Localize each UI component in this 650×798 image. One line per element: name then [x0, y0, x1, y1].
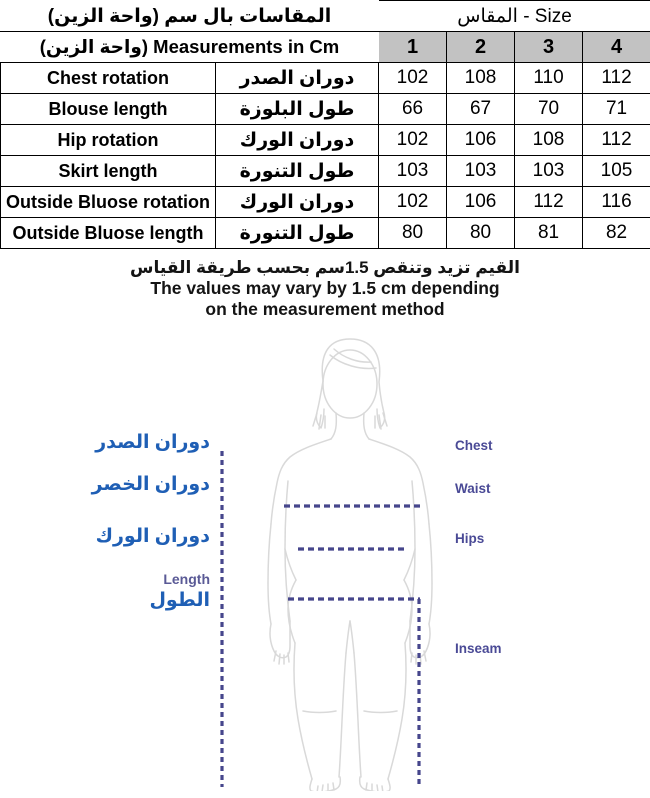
row-label-en: Hip rotation: [1, 125, 216, 156]
row-label-en: Chest rotation: [1, 63, 216, 94]
table-row: [1, 187, 650, 218]
row-value: 102: [379, 63, 447, 94]
row-label-ar: دوران الصدر: [216, 63, 379, 94]
length-guide-lines: [222, 451, 419, 787]
row-value: 112: [583, 125, 650, 156]
row-value: 112: [515, 187, 583, 218]
size-column-2: 2: [447, 32, 515, 63]
figure-label-hips-ar: دوران الورك: [95, 526, 210, 548]
table-title-english: Measurements in Cm (واحة الزين): [1, 32, 379, 63]
row-value: 102: [379, 125, 447, 156]
size-column-1: 1: [379, 32, 447, 63]
row-value: 108: [447, 63, 515, 94]
row-label-ar: طول التنورة: [216, 218, 379, 249]
size-chart-table: [0, 0, 650, 249]
row-value: 108: [515, 125, 583, 156]
row-value: 106: [447, 187, 515, 218]
measurement-dash-lines: [284, 506, 424, 599]
row-value: 81: [515, 218, 583, 249]
measurement-note: [0, 258, 650, 319]
table-row: [1, 125, 650, 156]
table-header-row-sizes: [1, 32, 650, 63]
figure-label-length-ar: الطول: [149, 590, 210, 612]
row-label-en: Outside Bluose rotation: [1, 187, 216, 218]
size-column-4: 4: [583, 32, 650, 63]
row-value: 80: [379, 218, 447, 249]
row-value: 66: [379, 94, 447, 125]
figure-label-inseam-en: Inseam: [455, 641, 502, 657]
note-line-english-1: The values may vary by 1.5 cm depending: [150, 278, 500, 299]
size-header-cell: Size - المقاس: [379, 1, 650, 32]
row-label-ar: طول البلوزة: [216, 94, 379, 125]
row-label-ar: طول التنورة: [216, 156, 379, 187]
row-value: 116: [583, 187, 650, 218]
figure-label-chest-ar: دوران الصدر: [95, 432, 210, 454]
figure-label-chest-en: Chest: [455, 438, 493, 454]
row-value: 70: [515, 94, 583, 125]
row-value: 80: [447, 218, 515, 249]
row-value: 105: [583, 156, 650, 187]
row-label-ar: دوران الورك: [216, 125, 379, 156]
row-value: 110: [515, 63, 583, 94]
table-title-arabic: المقاسات بال سم (واحة الزين): [1, 1, 379, 32]
note-line-english-2: on the measurement method: [205, 298, 445, 319]
figure-label-waist-ar: دوران الخصر: [91, 474, 210, 496]
table-row: [1, 156, 650, 187]
figure-label-hips-en: Hips: [455, 531, 485, 547]
note-line-arabic: القيم تزيد وتنقص 1.5سم بحسب طريقة القياس: [130, 258, 520, 277]
row-value: 103: [379, 156, 447, 187]
figure-label-length-en: Length: [163, 571, 210, 588]
row-value: 106: [447, 125, 515, 156]
row-value: 103: [515, 156, 583, 187]
size-column-3: 3: [515, 32, 583, 63]
row-label-en: Skirt length: [1, 156, 216, 187]
table-row: [1, 63, 650, 94]
row-label-en: Outside Bluose length: [1, 218, 216, 249]
table-row: [1, 218, 650, 249]
row-value: 112: [583, 63, 650, 94]
table-row: [1, 94, 650, 125]
row-value: 102: [379, 187, 447, 218]
table-header-row-title: [1, 1, 650, 32]
row-value: 71: [583, 94, 650, 125]
row-label-en: Blouse length: [1, 94, 216, 125]
row-value: 82: [583, 218, 650, 249]
row-value: 67: [447, 94, 515, 125]
row-value: 103: [447, 156, 515, 187]
figure-label-waist-en: Waist: [455, 481, 491, 497]
body-measurement-diagram: [0, 321, 650, 791]
row-label-ar: دوران الورك: [216, 187, 379, 218]
female-body-figure-icon: [0, 321, 650, 791]
